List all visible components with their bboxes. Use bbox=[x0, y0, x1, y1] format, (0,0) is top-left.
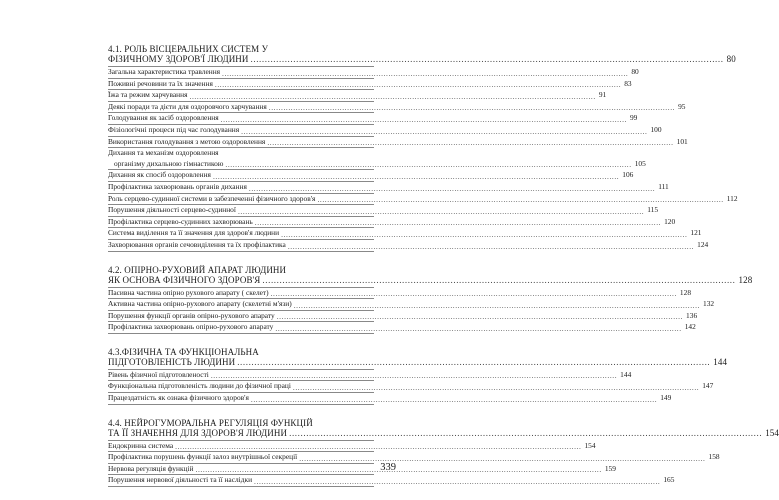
entry-title: Використання голодування з метою оздоровлення bbox=[108, 136, 266, 146]
dot-leader bbox=[299, 454, 705, 463]
page-number: 339 bbox=[380, 462, 396, 473]
section-heading-line2: ФІЗИЧНОМУ ЗДОРОВ'Ї ЛЮДИНИ bbox=[108, 54, 249, 64]
entry-page-number: 159 bbox=[604, 463, 616, 473]
dot-leader bbox=[251, 55, 724, 64]
entry-page-number: 128 bbox=[679, 287, 692, 297]
toc-entry bbox=[108, 452, 720, 464]
entry-page-number: 142 bbox=[684, 322, 696, 332]
entry-list bbox=[108, 66, 738, 252]
dot-leader bbox=[238, 207, 644, 216]
entry-page-number: 111 bbox=[658, 181, 669, 191]
section-heading bbox=[108, 346, 728, 367]
dot-leader bbox=[271, 289, 677, 298]
toc-entry bbox=[108, 78, 632, 91]
dot-leader bbox=[262, 276, 735, 285]
dot-leader bbox=[254, 477, 660, 486]
toc-entry bbox=[108, 475, 675, 487]
section-heading-line1: 4.2. ОПІРНО-РУХОВИЙ АПАРАТ ЛЮДИНИ bbox=[108, 264, 287, 275]
dot-leader bbox=[211, 371, 617, 380]
entry-page-number: 83 bbox=[624, 78, 632, 88]
entry-page-number: 165 bbox=[663, 475, 675, 485]
entry-title: Фізіологічні процеси під час голодування bbox=[108, 124, 240, 134]
entry-page-number: 101 bbox=[676, 136, 688, 146]
entry-title: Профілактика серцево-судинних захворювань bbox=[108, 216, 253, 226]
toc-entry bbox=[108, 216, 676, 229]
dot-leader bbox=[293, 383, 699, 392]
dot-leader bbox=[277, 312, 683, 321]
dot-leader bbox=[288, 242, 694, 251]
toc-entry bbox=[108, 310, 698, 323]
dot-leader bbox=[213, 172, 619, 181]
entry-title: Пасивна частина опірно рухового апарату ( скелет) bbox=[108, 287, 269, 297]
toc-entry bbox=[108, 369, 632, 382]
toc-entry bbox=[108, 181, 669, 194]
dot-leader bbox=[255, 218, 661, 227]
entry-title: Поживні речовини та їх значення bbox=[108, 78, 213, 88]
dot-leader bbox=[222, 69, 628, 78]
toc-entry bbox=[108, 101, 686, 114]
dot-leader bbox=[241, 127, 647, 136]
toc-entry bbox=[108, 148, 646, 170]
entry-title: Дихання як спосіб оздоровлення bbox=[108, 170, 211, 180]
section-heading-line1: 4.3.ФІЗИЧНА ТА ФУНКЦІОНАЛЬНА bbox=[108, 346, 259, 357]
dot-leader bbox=[294, 301, 700, 310]
section-heading bbox=[108, 264, 753, 285]
entry-title: Нервова регуляція функцій bbox=[108, 463, 194, 473]
entry-title: Порушення нервової діяльності та її наслідки bbox=[108, 475, 253, 485]
dot-leader bbox=[237, 358, 710, 367]
section-heading bbox=[108, 417, 779, 438]
toc-entry bbox=[108, 90, 607, 102]
section-heading-line1: 4.4. НЕЙРОГУМОРАЛЬНА РЕГУЛЯЦІЯ ФУНКЦІЙ bbox=[108, 417, 313, 428]
entry-page-number: 112 bbox=[726, 193, 738, 203]
entry-title: Рівень фізичної підготовленості bbox=[108, 369, 209, 379]
entry-title: Порушення функції органів опірно-рухового апарату bbox=[108, 310, 275, 320]
entry-page-number: 106 bbox=[622, 170, 634, 180]
section-page-number: 80 bbox=[726, 54, 736, 64]
toc-entry bbox=[108, 287, 692, 300]
entry-page-number: 154 bbox=[584, 440, 596, 450]
toc-entry bbox=[108, 239, 709, 252]
toc-section bbox=[108, 346, 728, 405]
entry-page-number: 149 bbox=[660, 393, 672, 403]
toc-entry bbox=[108, 228, 702, 240]
toc-entry bbox=[108, 440, 596, 453]
toc-entry bbox=[108, 393, 672, 405]
toc-entry bbox=[108, 299, 715, 311]
toc-entry bbox=[108, 193, 738, 206]
section-heading-line2: ЯК ОСНОВА ФІЗИЧНОГО ЗДОРОВ'Я bbox=[108, 274, 261, 285]
section-heading bbox=[108, 44, 736, 64]
entry-title: організму дихальною гімнастикою bbox=[114, 158, 224, 168]
entry-title: Захворювання органів сечовиділення та їх профілактика bbox=[108, 239, 286, 249]
toc-section bbox=[108, 264, 753, 334]
entry-list bbox=[108, 287, 715, 334]
entry-title: Функціональна підготовленість людини до фізичної праці bbox=[108, 381, 291, 391]
section-page-number: 144 bbox=[713, 356, 728, 367]
entry-page-number: 120 bbox=[664, 216, 676, 226]
toc-section bbox=[108, 44, 738, 252]
section-page-number: 154 bbox=[765, 427, 779, 438]
dot-leader bbox=[269, 103, 675, 112]
entry-title: Працездатність як ознака фізичного здоров'я bbox=[108, 393, 249, 403]
dot-leader bbox=[249, 184, 655, 193]
entry-page-number: 147 bbox=[702, 381, 714, 391]
entry-title: Профілактика захворювань органів дихання bbox=[108, 181, 247, 191]
entry-page-number: 99 bbox=[629, 113, 638, 123]
entry-page-number: 132 bbox=[703, 299, 715, 309]
entry-page-number: 115 bbox=[647, 205, 659, 215]
entry-page-number: 158 bbox=[708, 452, 720, 462]
entry-page-number: 80 bbox=[631, 67, 639, 76]
entry-title: Ендокринна система bbox=[108, 440, 174, 450]
entry-title: Загальна характеристика травлення bbox=[108, 67, 221, 76]
dot-leader bbox=[289, 429, 762, 438]
toc-entry bbox=[108, 381, 714, 393]
entry-title: Їжа та режим харчування bbox=[108, 90, 188, 100]
entry-page-number: 124 bbox=[697, 239, 709, 249]
entry-title: Голодування як засіб оздоровлення bbox=[108, 113, 219, 123]
entry-page-number: 105 bbox=[634, 158, 646, 168]
entry-title: Профілактика порушень функції залоз внутрішньої секреції bbox=[108, 452, 298, 462]
dot-leader bbox=[225, 160, 631, 169]
entry-page-number: 144 bbox=[620, 369, 632, 379]
dot-leader bbox=[175, 442, 581, 451]
entry-title: Деякі поради та дієти для оздоровчого харчування bbox=[108, 101, 267, 111]
section-heading-line2: ТА ЇЇ ЗНАЧЕННЯ ДЛЯ ЗДОРОВ'Я ЛЮДИНИ bbox=[108, 427, 288, 438]
entry-page-number: 136 bbox=[686, 310, 698, 320]
entry-title: Профілактика захворювань опірно-рухового апарату bbox=[108, 322, 274, 332]
toc-entry bbox=[108, 205, 659, 217]
toc-entry bbox=[108, 322, 696, 334]
entry-title: Порушення діяльності серцево-судинної bbox=[108, 205, 236, 215]
entry-title: Активна частина опірно-рухового апарату (скелетні м'язи) bbox=[108, 299, 292, 309]
entry-title: Роль серцево-судинної системи в забезпеченні фізичного здоров'я bbox=[108, 193, 316, 203]
dot-leader bbox=[251, 395, 657, 404]
entry-title: Система виділення та її значення для здоров'я людини bbox=[108, 228, 280, 238]
entry-page-number: 121 bbox=[690, 228, 702, 238]
dot-leader bbox=[221, 115, 627, 124]
dot-leader bbox=[190, 92, 596, 101]
toc-entry bbox=[108, 113, 638, 125]
dot-leader bbox=[196, 465, 602, 474]
section-heading-line2: ПІДГОТОВЛЕНІСТЬ ЛЮДИНИ bbox=[108, 356, 236, 367]
entry-page-number: 95 bbox=[678, 101, 686, 111]
section-page-number: 128 bbox=[738, 274, 753, 285]
dot-leader bbox=[317, 195, 723, 204]
dot-leader bbox=[267, 138, 673, 147]
toc-entry bbox=[108, 136, 688, 149]
entry-title-line1: Дихання та механізм оздоровлення bbox=[108, 148, 219, 158]
dot-leader bbox=[281, 230, 687, 239]
toc-entry bbox=[108, 67, 639, 79]
toc-entry bbox=[108, 124, 662, 137]
dot-leader bbox=[275, 324, 681, 333]
toc-entry bbox=[108, 170, 634, 182]
entry-page-number: 91 bbox=[598, 90, 607, 100]
entry-list bbox=[108, 369, 714, 405]
entry-page-number: 100 bbox=[650, 124, 662, 134]
section-heading-line1: 4.1. РОЛЬ ВІСЦЕРАЛЬНИХ СИСТЕМ У bbox=[108, 44, 269, 54]
dot-leader bbox=[215, 80, 621, 89]
